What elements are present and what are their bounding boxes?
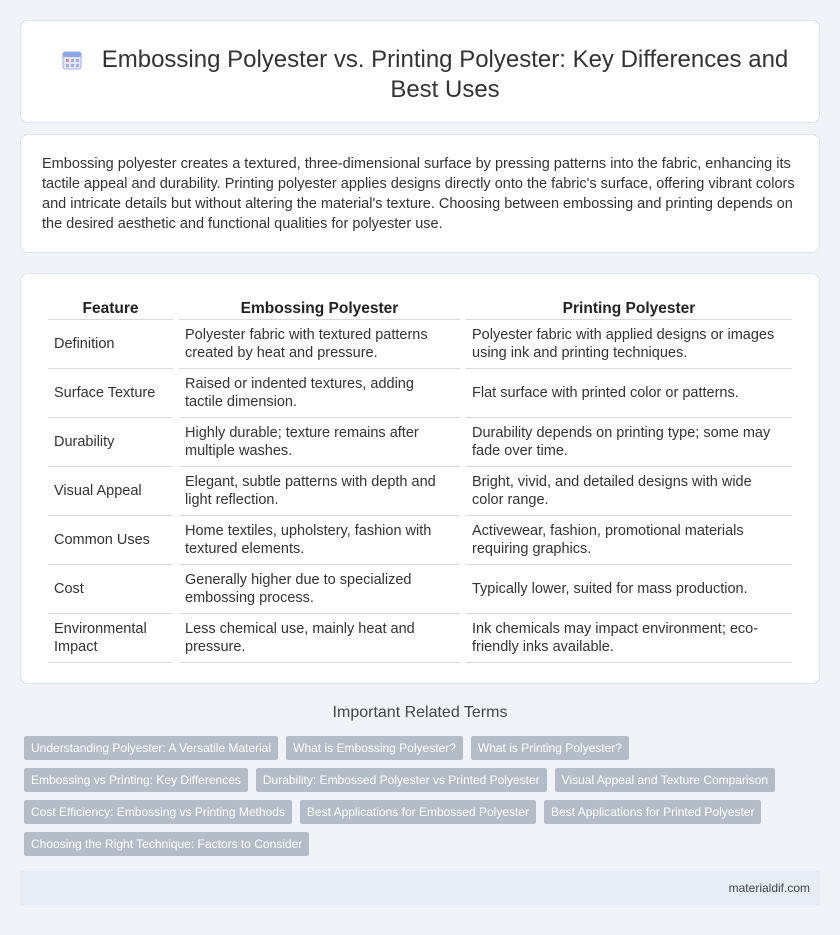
table-row: [48, 418, 792, 467]
feature-cell: Definition: [48, 320, 173, 369]
intro-paragraph: Embossing polyester creates a textured, three-dimensional surface by pressing patterns into the fabric, enhancing its tactile appeal and durability. Printing polyester applies designs directly onto the fabric's surface, offering vibrant colors and intricate details but without altering the material's texture. Choosing between embossing and printing depends on the desired aesthetic and functional qualities for polyester use.: [42, 156, 795, 232]
title-card: [20, 20, 820, 123]
feature-cell: Surface Texture: [48, 369, 173, 418]
printing-cell: Polyester fabric with applied designs or images using ink and printing techniques.: [466, 320, 792, 369]
related-term-tag[interactable]: Cost Efficiency: Embossing vs Printing Methods: [24, 800, 292, 824]
printing-cell: Activewear, fashion, promotional materials requiring graphics.: [466, 516, 792, 565]
comparison-table-card: [20, 273, 820, 684]
footer-site-link[interactable]: materialdif.com: [728, 881, 810, 895]
related-term-tag[interactable]: What is Printing Polyester?: [471, 736, 629, 760]
embossing-cell: Polyester fabric with textured patterns created by heat and pressure.: [179, 320, 460, 369]
table-header-printing: Printing Polyester: [466, 294, 792, 320]
related-terms-heading: Important Related Terms: [332, 704, 508, 721]
printing-cell: Bright, vivid, and detailed designs with wide color range.: [466, 467, 792, 516]
embossing-cell: Generally higher due to specialized embossing process.: [179, 565, 460, 614]
related-term-tag[interactable]: What is Embossing Polyester?: [286, 736, 463, 760]
embossing-cell: Raised or indented textures, adding tactile dimension.: [179, 369, 460, 418]
comparison-table: [42, 294, 798, 663]
table-row: [48, 614, 792, 663]
feature-cell: Durability: [48, 418, 173, 467]
printing-cell: Durability depends on printing type; some may fade over time.: [466, 418, 792, 467]
related-term-tag[interactable]: Durability: Embossed Polyester vs Printed Polyester: [256, 768, 547, 792]
related-terms-list: [24, 736, 784, 864]
related-term-tag[interactable]: Embossing vs Printing: Key Differences: [24, 768, 248, 792]
embossing-cell: Home textiles, upholstery, fashion with textured elements.: [179, 516, 460, 565]
related-term-tag[interactable]: Visual Appeal and Texture Comparison: [555, 768, 775, 792]
related-term-tag[interactable]: Best Applications for Embossed Polyester: [300, 800, 536, 824]
embossing-cell: Less chemical use, mainly heat and pressure.: [179, 614, 460, 663]
feature-cell: Cost: [48, 565, 173, 614]
table-row: [48, 516, 792, 565]
intro-card: [20, 134, 820, 253]
related-term-tag[interactable]: Choosing the Right Technique: Factors to Consider: [24, 832, 309, 856]
table-row: [48, 565, 792, 614]
embossing-cell: Highly durable; texture remains after multiple washes.: [179, 418, 460, 467]
table-row: [48, 320, 792, 369]
related-term-tag[interactable]: Best Applications for Printed Polyester: [544, 800, 761, 824]
page-title: Embossing Polyester vs. Printing Polyester: Key Differences and Best Uses: [101, 46, 789, 103]
feature-cell: Visual Appeal: [48, 467, 173, 516]
related-term-tag[interactable]: Understanding Polyester: A Versatile Material: [24, 736, 278, 760]
printing-cell: Typically lower, suited for mass production.: [466, 565, 792, 614]
table-header-embossing: Embossing Polyester: [179, 294, 460, 320]
printing-cell: Ink chemicals may impact environment; eco-friendly inks available.: [466, 614, 792, 663]
table-row: [48, 467, 792, 516]
embossing-cell: Elegant, subtle patterns with depth and light reflection.: [179, 467, 460, 516]
footer: [20, 871, 820, 905]
feature-cell: Environmental Impact: [48, 614, 173, 663]
table-row: [48, 369, 792, 418]
table-header-row: [48, 294, 792, 320]
table-header-feature: Feature: [48, 294, 173, 320]
feature-cell: Common Uses: [48, 516, 173, 565]
printing-cell: Flat surface with printed color or patterns.: [466, 369, 792, 418]
